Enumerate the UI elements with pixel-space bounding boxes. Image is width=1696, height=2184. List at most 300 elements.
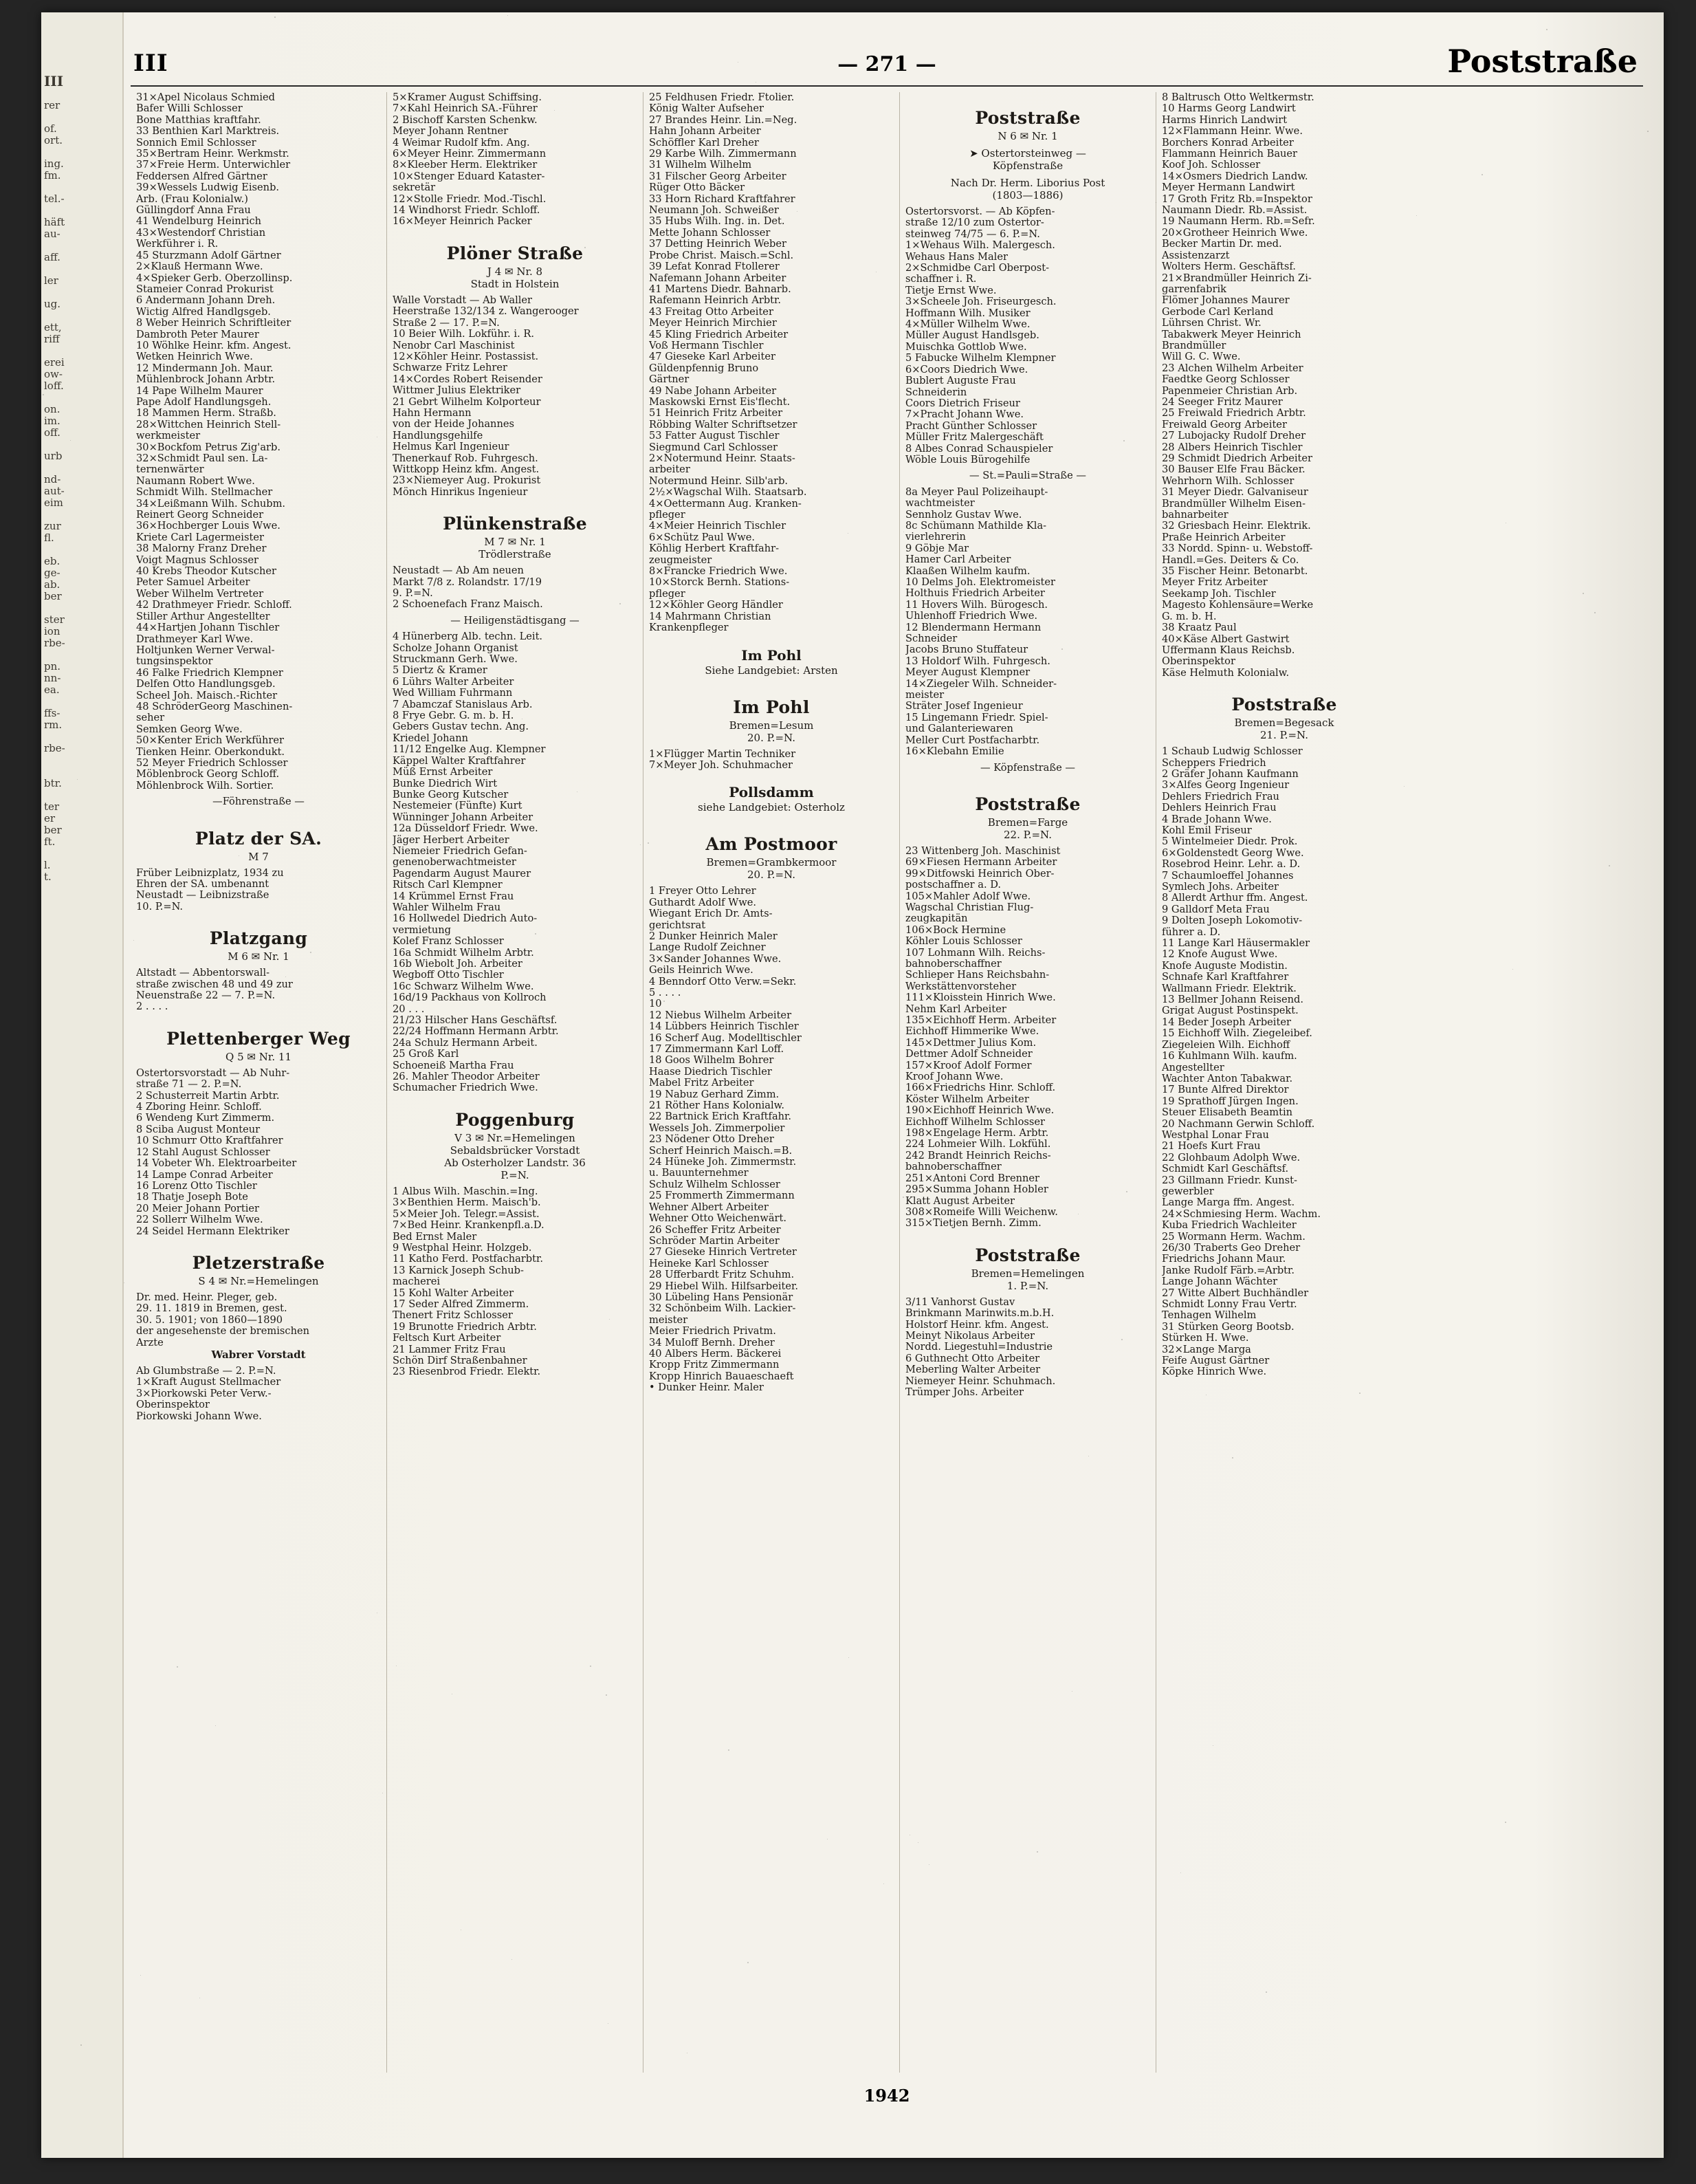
directory-entry: 105×Mahler Adolf Wwe. [905,891,1031,902]
edge-line: l. [44,860,51,871]
edge-line: ion [44,626,60,637]
spacer [649,813,894,818]
directory-entry: Meyer Hermann Landwirt [1162,182,1295,194]
directory-entry: 31×Apel Nicolaus Schmied [136,92,275,103]
scan-speck [1037,1851,1038,1853]
column-body [393,92,637,1378]
scan-speck [421,1324,422,1325]
scan-speck [1546,29,1548,30]
directory-entry: 106×Bock Hermine [905,924,1006,936]
edge-line [44,731,120,743]
directory-entry: 37 Detting Heinrich Weber [649,239,787,250]
street-subtitle: Stadt in Holstein [470,277,560,290]
street-subtitle: Bremen=Lesum [729,719,814,732]
directory-entry: 42 Drathmeyer Friedr. Schloff. [136,600,292,611]
directory-entry: Brinkmann Marinwits.m.b.H. [905,1308,1055,1320]
directory-entry: 14 Mahrmann Christian [649,611,771,622]
edge-line [44,649,120,661]
directory-entry: steinweg 74/75 — 6. P.=N. [905,228,1040,240]
directory-entry: genenoberwachtmeister [393,857,516,869]
directory-entry: Meier Friedrich Privatm. [649,1326,776,1337]
spacer [136,1237,381,1246]
directory-entry: Kroof Johann Wwe. [905,1071,1004,1083]
directory-entry: 2 Gräfer Johann Kaufmann [1162,768,1299,780]
directory-entry: Klatt August Arbeiter [905,1195,1015,1207]
street-subtitle: Bremen=Farge [987,816,1068,829]
directory-entry: Käppel Walter Kraftfahrer [393,755,526,767]
directory-entry: 18 Mammen Herm. Straßb. [136,408,276,419]
directory-entry: Sträter Josef Ingenieur [905,701,1023,712]
directory-entry: Müß Ernst Arbeiter [393,767,493,778]
directory-entry: Dehlers Friedrich Frau [1162,791,1279,802]
directory-entry: 8 Sciba August Monteur [136,1124,261,1135]
directory-entry: Grigat August Postinspekt. [1162,1005,1299,1017]
street-heading: Plettenberger Weg [166,1028,351,1049]
directory-entry: Tienken Heinr. Oberkondukt. [136,746,285,758]
directory-entry: 12 Mindermann Joh. Maur. [136,362,274,374]
scan-speck [285,976,286,977]
directory-entry: 27 Gieseke Hinrich Vertreter [649,1247,797,1258]
edge-header: III [44,73,64,89]
directory-column [386,92,643,2073]
spacer [136,863,381,868]
scan-speck [177,1666,178,1668]
edge-line: im. [44,415,60,427]
directory-entry: 32 Schönbeim Wilh. Lackier- [649,1303,796,1315]
spacer [905,778,1150,787]
directory-entry: Krankenpfleger [649,622,729,634]
spacer [649,818,894,827]
directory-entry: 6×Coors Diedrich Wwe. [905,364,1028,375]
directory-entry: 46 Falke Friedrich Klempner [136,667,283,679]
edge-line: tel.- [44,193,65,205]
directory-entry: Dettmer Adolf Schneider [905,1049,1033,1060]
directory-entry: 25 Groß Karl [393,1049,459,1060]
directory-entry: 36×Hochberger Louis Wwe. [136,521,280,532]
directory-entry: 9 Dolten Joseph Lokomotiv- [1162,915,1303,927]
street-subtitle: 20. P.=N. [747,869,795,882]
directory-entry: 4 Weimar Rudolf kfm. Ang. [393,137,530,149]
directory-entry: Lührsen Christ. Wr. [1162,318,1262,329]
street-heading: Platz der SA. [195,828,322,849]
scan-speck [140,1975,141,1976]
scan-speck [1266,1991,1267,1993]
directory-entry: 53 Fatter August Tischler [649,430,780,442]
directory-entry: 11/12 Engelke Aug. Klempner [393,744,546,756]
directory-entry: Schlieper Hans Reichsbahn- [905,970,1050,981]
directory-entry: Schön Dirf Straßenbahner [393,1355,527,1366]
directory-entry: 31 Stürken Georg Bootsb. [1162,1321,1295,1333]
edge-line [44,696,120,708]
directory-entry: Kriete Carl Lagermeister [136,532,264,543]
directory-entry: 45 Sturzmann Adolf Gärtner [136,250,281,261]
directory-entry: 4 Brade Johann Wwe. [1162,813,1272,825]
street-subtitle: Q 5 ✉ Nr. 11 [225,1050,291,1063]
directory-entry: G. m. b. H. [1162,611,1217,622]
directory-entry: 16 Scherf Aug. Modelltischler [649,1032,802,1044]
spacer [905,201,1150,206]
edge-line [44,602,120,614]
directory-entry: Schmidt Wilh. Stellmacher [136,487,273,499]
directory-entry: Flömer Johannes Maurer [1162,295,1290,307]
edge-line: ow- [44,369,63,380]
directory-entry: Brandmüller Wilhelm Eisen- [1162,498,1306,510]
scan-speck [535,933,536,935]
directory-entry: Schulz Wilhelm Schlosser [649,1179,780,1190]
directory-entry: 20 . . . [393,1003,425,1015]
directory-entry: 2½×Wagschal Wilh. Staatsarb. [649,487,807,499]
edge-line [44,766,120,778]
directory-entry: Stürken H. Wwe. [1162,1333,1249,1344]
directory-entry: Möblenbrock Georg Schloff. [136,769,280,780]
directory-entry: 41 Wendelburg Heinrich [136,216,262,228]
directory-entry: 40×Käse Albert Gastwirt [1162,633,1290,645]
directory-entry: Mönch Hinrikus Ingenieur [393,486,528,498]
directory-entry: Wünninger Johann Arbeiter [393,811,533,823]
directory-entry: 24 Hüneke Joh. Zimmermstr. [649,1157,797,1168]
directory-entry: Wöble Louis Bürogehilfe [905,454,1031,466]
scan-speck [1126,1191,1127,1192]
directory-entry: Stameier Conrad Prokurist [136,283,274,295]
edge-line [44,789,120,801]
directory-entry: 24×Schmiesing Herm. Wachm. [1162,1208,1321,1220]
directory-entry: 12 Stahl August Schlosser [136,1146,270,1158]
directory-entry: 10×Stenger Eduard Kataster- [393,171,545,182]
street-subtitle: (1803—1886) [992,189,1064,201]
spacer [136,808,381,813]
directory-entry: Magesto Kohlensäure=Werke [1162,600,1314,611]
directory-entry: pfleger [649,510,685,521]
directory-entry: 8a Meyer Paul Polizeihaupt- [905,486,1048,498]
directory-entry: Markt 7/8 z. Rolandstr. 17/19 [393,576,542,588]
directory-entry: 1 Schaub Ludwig Schlosser [1162,746,1303,758]
edge-line: nd- [44,474,61,485]
directory-entry: 17 Zimmermann Karl Loff. [649,1044,784,1055]
spacer [136,1063,381,1068]
directory-entry: 5×Kramer August Schiffsing. [393,92,542,103]
directory-entry: 10. P.=N. [136,901,184,913]
directory-entry: 14 Windhorst Friedr. Schloff. [393,205,540,217]
edge-line: ort. [44,135,63,146]
directory-entry: 16 Lorenz Otto Tischler [136,1180,257,1192]
directory-entry: Siegmund Carl Schlosser [649,441,778,453]
edge-line: aut- [44,485,65,497]
scan-speck [747,1962,749,1963]
directory-entry: Voigt Magnus Schlosser [136,554,259,566]
directory-entry: Coors Dietrich Friseur [905,397,1020,409]
edge-line: pn. [44,661,61,673]
directory-entry: 3×Benthien Herm. Maisch'b. [393,1197,541,1209]
edge-line: fl. [44,532,54,544]
directory-entry: 48 SchröderGeorg Maschinen- [136,701,293,712]
directory-entry: 33 Benthien Karl Marktreis. [136,126,280,138]
scan-speck [1404,786,1405,787]
directory-entry: 6×Goldenstedt Georg Wwe. [1162,847,1304,859]
directory-entry: 51 Heinrich Fritz Arbeiter [649,408,783,419]
edge-line: au- [44,228,60,240]
directory-entry: Bunke Diedrich Wirt [393,778,498,789]
directory-entry: 8 Weber Heinrich Schriftleiter [136,318,291,329]
street-subtitle: Sebaldsbrücker Vorstadt [450,1144,580,1157]
directory-entry: Hahn Hermann [393,407,472,419]
directory-entry: Schröder Martin Arbeiter [649,1235,780,1247]
directory-entry: 19 Nabuz Gerhard Zimm. [649,1089,780,1100]
directory-entry: Sonnich Emil Schlosser [136,137,256,149]
directory-entry: 23 Gillmann Friedr. Kunst- [1162,1175,1297,1186]
directory-entry: Becker Martin Dr. med. [1162,239,1282,250]
directory-entry: Meyer August Klempner [905,667,1031,679]
directory-entry: Gebers Gustav techn. Ang. [393,721,529,733]
directory-entry: Dr. med. Heinr. Pleger, geb. [136,1291,278,1303]
directory-entry: Kropp Fritz Zimmermann [649,1359,780,1371]
directory-entry: Angestellter [1162,1062,1224,1073]
directory-entry: straße zwischen 48 und 49 zur [136,979,293,990]
directory-entry: 1 Albus Wilh. Maschin.=Ing. [393,1186,538,1197]
directory-entry: 29 Hiebel Wilh. Hilfsarbeiter. [649,1280,799,1292]
directory-entry: Nehm Karl Arbeiter [905,1003,1006,1015]
directory-entry: 30 Bauser Elfe Frau Bäcker. [1162,464,1306,476]
directory-entry: 4×Meier Heinrich Tischler [649,521,786,532]
scan-speck [1275,435,1277,437]
directory-entry: 15 Eichhoff Wilh. Ziegeleibef. [1162,1028,1312,1040]
directory-entry: 5 Diertz & Kramer [393,665,487,677]
directory-entry: 7×Bed Heinr. Krankenpfl.a.D. [393,1220,544,1232]
directory-entry: Kuba Friedrich Wachleiter [1162,1220,1297,1232]
spacer [649,881,894,886]
edge-text-block [44,73,120,883]
directory-entry: Tabakwerk Meyer Heinrich [1162,329,1301,340]
edge-line: ett, [44,322,62,334]
directory-entry: Reinert Georg Schneider [136,510,264,521]
scan-speck [1512,969,1513,970]
directory-entry: 4×Oettermann Aug. Kranken- [649,498,802,510]
directory-entry: 14×Cordes Robert Reisender [393,373,542,385]
street-subtitle: Bremen=Begesack [1234,717,1334,730]
directory-entry: 198×Engelage Herm. Arbtr. [905,1128,1049,1139]
directory-entry: Werkstättenvorsteher [905,981,1017,992]
directory-entry: 24 Seeger Fritz Maurer [1162,396,1283,408]
directory-entry: Feife August Gärtner [1162,1355,1270,1367]
spacer [393,498,637,507]
directory-entry: 224 Lohmeier Wilh. Lokfühl. [905,1139,1051,1150]
directory-entry: Hoffmann Wilh. Musiker [905,307,1031,319]
spacer [649,634,894,643]
directory-entry: Maskowski Ernst Eis'flecht. [649,396,791,408]
street-subtitle: J 4 ✉ Nr. 8 [487,265,543,278]
directory-entry: 166×Friedrichs Hinr. Schloff. [905,1082,1056,1094]
directory-entry: Altstadt — Abbentorswall- [136,968,270,979]
directory-entry: postschaffner a. D. [905,880,1002,891]
cross-street-marker: — St.=Pauli=Straße — [969,470,1086,482]
edge-line: ler [44,275,58,287]
spacer [905,841,1150,846]
directory-entry: 31 Meyer Diedr. Galvaniseur [1162,487,1308,499]
street-subtitle: N 6 ✉ Nr. 1 [998,130,1058,142]
directory-entry: Bed Ernst Maler [393,1231,477,1243]
edge-line [44,544,120,556]
edge-line [44,462,120,474]
directory-entry: Bafer Willi Schlosser [136,103,243,115]
edge-line [44,182,120,193]
directory-entry: 5 . . . . [649,987,681,998]
directory-entry: ternenwärter [136,464,204,476]
edge-line [44,310,120,322]
spacer [393,1181,637,1186]
directory-entry: 18 Thatje Joseph Bote [136,1192,248,1203]
scan-speck [1196,783,1198,785]
directory-entry: 16b Wiebolt Joh. Arbeiter [393,959,522,970]
directory-entry: Weber Wilhelm Vertreter [136,588,264,600]
directory-entry: Semken Georg Wwe. [136,723,243,735]
scan-speck [1232,1457,1233,1459]
directory-entry: 21 Gebrt Wilhelm Kolporteur [393,396,541,408]
edge-line [44,263,120,275]
scan-speck [1121,1339,1123,1340]
edge-line [44,509,120,521]
street-heading: Pollsdamm [729,784,814,801]
scan-speck [1061,648,1063,650]
directory-entry: 27 Witte Albert Buchhändler [1162,1287,1309,1299]
spacer [1162,741,1407,746]
directory-entry: 21 Hoefs Kurt Frau [1162,1141,1261,1153]
directory-entry: Schmidt Karl Geschäftsf. [1162,1164,1289,1175]
scan-speck [590,1666,591,1667]
street-heading: Im Pohl [733,697,810,717]
spacer [393,228,637,237]
directory-entry: Arb. (Frau Kolonialw.) [136,193,248,205]
directory-entry: Meyer Heinrich Mirchier [649,318,777,329]
directory-entry: 315×Tietjen Bernh. Zimm. [905,1218,1042,1230]
directory-entry: 135×Eichhoff Herm. Arbeiter [905,1015,1057,1026]
directory-entry: 26/30 Traberts Geo Dreher [1162,1243,1301,1254]
directory-entry: Wehner Albert Arbeiter [649,1201,769,1213]
spacer [1162,679,1407,688]
directory-entry: • Dunker Heinr. Maler [649,1382,764,1394]
directory-entry: Stiller Arthur Angestellter [136,611,270,622]
scan-speck [310,952,311,953]
street-heading: Poststraße [975,794,1081,814]
directory-entry: Möhlenbrock Wilh. Sortier. [136,780,274,791]
scan-speck [967,717,968,719]
scan-speck [430,208,432,210]
street-subtitle: M 6 ✉ Nr. 1 [228,950,289,963]
directory-entry: meister [649,1314,688,1326]
directory-entry: Helmus Karl Ingenieur [393,441,509,453]
directory-entry: Wessels Joh. Zimmerpolier [649,1122,785,1134]
directory-entry: 22 Bartnick Erich Kraftfahr. [649,1111,792,1123]
directory-entry: führer a. D. [1162,926,1221,938]
directory-entry: 2×Schmidbe Carl Oberpost- [905,263,1050,274]
directory-entry: Güldenpfennig Bruno [649,362,759,374]
directory-entry: 1×Flügger Martin Techniker [649,748,796,760]
directory-entry: 7 Schaumloeffel Johannes [1162,870,1294,882]
directory-entry: 29. 11. 1819 in Bremen, gest. [136,1303,287,1315]
directory-entry: Will G. C. Wwe. [1162,351,1241,363]
directory-entry: Rafemann Heinrich Arbtr. [649,295,782,307]
street-subtitle: Siehe Landgebiet: Arsten [705,664,838,677]
directory-entry: 40 Krebs Theodor Kutscher [136,566,277,578]
directory-entry: 12 Knofe August Wwe. [1162,949,1278,961]
cross-street-marker: —Föhrenstraße — [212,796,305,808]
directory-entry: 14×Ziegeler Wilh. Schneider- [905,678,1057,690]
directory-entry: Mette Johann Schlosser [649,227,771,239]
directory-entry: Handlungsgehilfe [393,430,483,441]
directory-entry: Oberinspektor [136,1399,210,1411]
directory-entry: 32×Schmidt Paul sen. La- [136,453,268,464]
scan-speck [554,110,555,111]
directory-entry: 1 Freyer Otto Lehrer [649,886,756,897]
directory-entry: 34×Leißmann Wilh. Schubm. [136,498,286,510]
spacer [905,482,1150,487]
directory-entry: 26 Scheffer Fritz Arbeiter [649,1224,781,1236]
directory-entry: bahnarbeiter [1162,510,1229,521]
street-subtitle: S 4 ✉ Nr.=Hemelingen [198,1274,319,1287]
directory-entry: Scheel Joh. Maisch.-Richter [136,690,278,701]
directory-entry: 7 Abamczaf Stanislaus Arb. [393,699,533,710]
directory-entry: 3×Sander Johannes Wwe. [649,953,782,965]
directory-entry: Thenert Fritz Schlosser [393,1310,513,1322]
scan-speck [584,247,586,248]
directory-entry: Wehaus Hans Maler [905,251,1008,263]
directory-entry: Neustadt — Ab Am neuen [393,565,524,577]
directory-entry: straße 12/10 zum Ostertor- [905,217,1044,229]
directory-entry: bahnoberschaffner [905,1161,1002,1173]
spacer [905,172,1150,177]
street-subtitle: M 7 ✉ Nr. 1 [484,536,546,549]
street-subtitle: 21. P.=N. [1260,729,1308,742]
adjacent-page-edge [41,12,124,2158]
directory-entry: Köpke Hinrich Wwe. [1162,1366,1267,1378]
directory-entry: arbeiter [649,464,690,476]
directory-entry: 3×Scheele Joh. Friseurgesch. [905,296,1057,308]
edge-line: eb. [44,556,60,567]
scan-speck [1609,865,1610,866]
directory-entry: Köhlig Herbert Kraftfahr- [649,543,780,555]
scan-speck [883,1883,884,1884]
directory-entry: Schnafe Karl Kraftfahrer [1162,972,1289,983]
directory-entry: Feddersen Alfred Gärtner [136,171,267,182]
edge-line: erei [44,357,65,369]
edge-line: btr. [44,778,62,789]
edge-line: fm. [44,170,61,182]
edge-line: ster [44,614,65,626]
scan-speck [70,440,71,441]
directory-entry: Probe Christ. Maisch.=Schl. [649,250,794,261]
scan-speck [1180,1872,1181,1873]
spacer [136,1013,381,1022]
directory-entry: 6 Guthnecht Otto Arbeiter [905,1353,1040,1364]
directory-entry: Nenobr Carl Maschinist [393,340,515,351]
directory-entry: werkmeister [136,430,201,442]
directory-entry: und Galanteriewaren [905,723,1013,735]
directory-entry: 20 Nachmann Gerwin Schloff. [1162,1118,1315,1130]
directory-entry: Naumann Diedr. Rb.=Assist. [1162,205,1308,217]
directory-entry: Wagschal Christian Flug- [905,902,1034,913]
directory-entry: Meller Curt Postfacharbtr. [905,734,1040,746]
directory-entry: meister [905,690,945,701]
directory-entry: Oberinspektor [1162,656,1235,668]
street-subtitle: Bremen=Grambkermoor [706,856,837,869]
directory-entry: 5 Wintelmeier Diedr. Prok. [1162,836,1298,848]
edge-line: aff. [44,252,60,263]
street-heading: Poststraße [1231,695,1337,715]
directory-entry: 43 Freitag Otto Arbeiter [649,306,773,318]
directory-entry: 28 Ufferbardt Fritz Schuhm. [649,1269,795,1281]
directory-entry: 35 Hubs Wilh. Ing. in. Det. [649,216,785,228]
directory-entry: 14 Krümmel Ernst Frau [393,891,514,902]
directory-entry: Heerstraße 132/134 z. Wangerooger [393,306,579,318]
directory-entry: 23 Wittenberg Joh. Maschinist [905,845,1061,857]
